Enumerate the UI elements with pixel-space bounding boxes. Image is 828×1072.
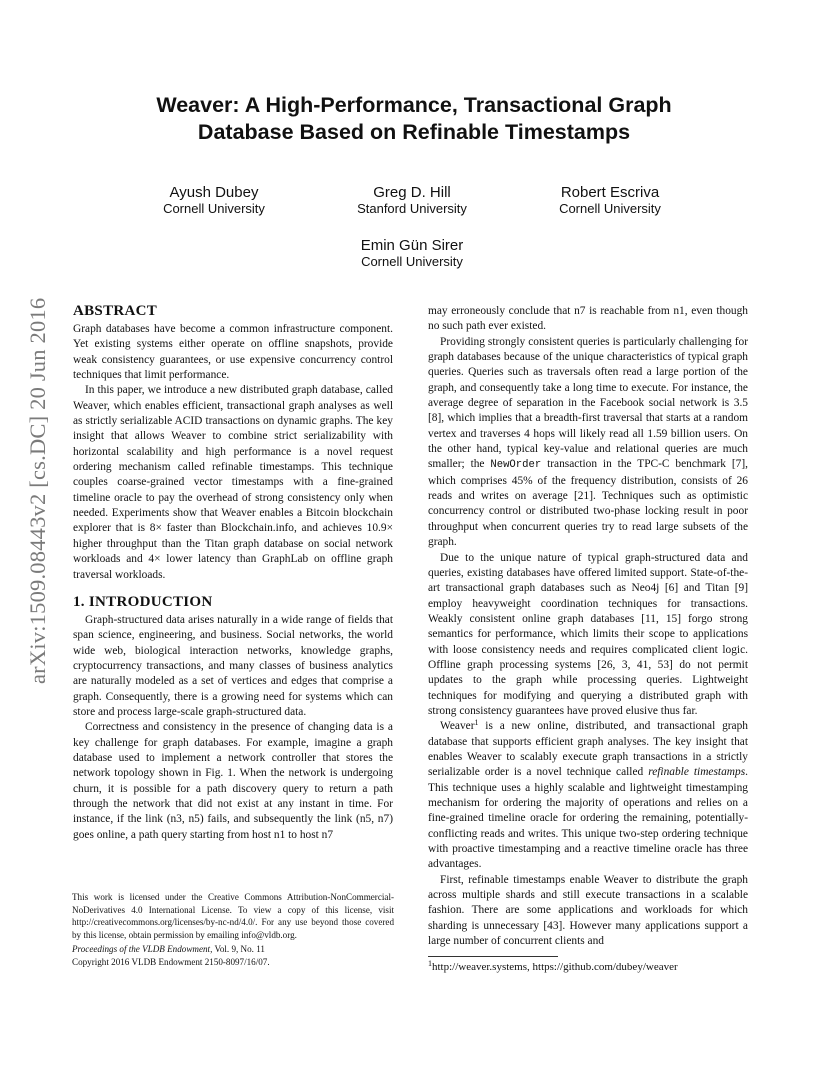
introduction-heading: 1. INTRODUCTION <box>73 593 213 610</box>
abstract-heading: ABSTRACT <box>73 303 158 319</box>
paragraph-text: Weaver <box>440 720 475 733</box>
body-paragraph <box>428 335 748 551</box>
copyright-line: Copyright 2016 VLDB Endowment 2150-8097/16/07. <box>72 956 270 967</box>
intro-paragraph: Graph-structured data arises naturally in a wide range of fields that span science, engineering, and business. Social networks, the world wide web, biological interaction networks, knowledge graphs, cryptocurrency transactions, and many classes of business analytics are naturally modeled as a set of vertices and edges that comprise a graph. Consequently, there is a growing need for systems which can store and process large-scale graph-structured data. <box>73 613 393 718</box>
footnote-number: 1 <box>428 959 432 968</box>
body-paragraph: Due to the unique nature of typical graph-structured data and queries, existing databases have offered limited support. State-of-the-art transactional graph databases such as Neo4j [6] and Titan [9] employ heavyweight coordination techniques for transactions. Weakly consistent online graph databases [11, 15] forgo strong semantics for performance, which limits their scope to applications with loose consistency needs and requires complicated client logic. Offline graph processing systems [26, 3, 41, 53] do not permit updates to the graph while processing queries. Lightweight techniques for modifying and querying a distributed graph with strong consistency guarantees have proved elusive thus far. <box>428 551 748 717</box>
author-name: Greg D. Hill <box>373 184 451 201</box>
inline-code: NewOrder <box>490 459 542 472</box>
proceedings-volume: Vol. 9, No. 11 <box>212 944 265 954</box>
author-affiliation: Cornell University <box>559 201 661 216</box>
author-name: Emin Gün Sirer <box>360 237 464 254</box>
proceedings-line <box>72 943 394 956</box>
license-notice <box>72 891 394 968</box>
paragraph-text: Providing strongly consistent queries is particularly challenging for graph databases because of the unique characteristics of typical graph queries. Queries such as traversals often read a large portion of the graph, and consequently take a long time to execute. For instance, the average degree of separation in the Facebook social network is 3.5 [8], which implies that a breadth-first traversal that starts at a random vertex and traverses 4 hops will likely read all 1.59 billion users. On the other hand, typical key-value and relational queries are much smaller; the <box>428 335 748 471</box>
right-column <box>428 304 748 949</box>
author-name: Ayush Dubey <box>169 184 259 201</box>
intro-paragraph: Correctness and consistency in the presence of changing data is a key challenge for graph databases. For example, imagine a graph database used to implement a network controller that stores the network topology shown in Fig. 1. When the network is undergoing churn, it is possible for a path discovery query to return a path through the network that did not exist at any instant in time. For instance, if the link (n3, n5) fails, and subsequently the link (n5, n7) goes online, a path query starting from host n1 to host n7 <box>73 721 393 841</box>
author-affiliation: Stanford University <box>357 201 467 216</box>
body-paragraph: may erroneously conclude that n7 is reachable from n1, even though no such path ever existed. <box>428 305 748 333</box>
author-block-2 <box>312 184 512 217</box>
paragraph-text: is a new online, distributed, and transactional graph database that supports efficient graph analyses. The key insight that enables Weaver to scalably execute graph transactions in a strictly serializable order is a novel technique called <box>428 720 748 779</box>
paragraph-text: transaction in the TPC-C benchmark [7], which comprises 45% of the frequency distribution, consists of 26 reads and writes on average [21]. Techniques such as optimistic concurrency control or distributed two-phase locking result in poor throughput when concurrent queries try to read large subsets of the graph. <box>428 458 748 549</box>
proceedings-title: Proceedings of the VLDB Endowment, <box>72 944 213 954</box>
emphasis-text: refinable timestamps <box>648 766 746 779</box>
author-block-1 <box>114 184 314 217</box>
footnote <box>428 960 758 974</box>
footnote-text: http://weaver.systems, https://github.com/dubey/weaver <box>432 961 678 973</box>
footnote-divider <box>428 956 558 957</box>
title-line-1: Weaver: A High-Performance, Transactional Graph <box>156 93 672 117</box>
paper-title <box>60 92 768 146</box>
abstract-paragraph: In this paper, we introduce a new distributed graph database, called Weaver, which enables efficient, transactional graph analyses as well as strictly serializable ACID transactions on dynamic graphs. The key insight that allows Weaver to combine strict serializability with horizontal scalability and high performance is a novel request ordering mechanism called refinable timestamps. This technique couples coarse-grained vector timestamps with a fine-grained timeline oracle to pay the overhead of strong consistency only when needed. Experiments show that Weaver enables a Bitcoin blockchain explorer that is 8× faster than Blockchain.info, and achieves 10.9× higher throughput than the Titan graph database on social network workloads and 4× lower latency than GraphLab on offline graph traversal workloads. <box>73 384 393 581</box>
author-block-3 <box>510 184 710 217</box>
author-affiliation: Cornell University <box>163 201 265 216</box>
title-line-2: Database Based on Refinable Timestamps <box>197 120 631 144</box>
abstract-paragraph: Graph databases have become a common infrastructure component. Yet existing systems either operate on offline snapshots, provide weak consistency guarantees, or use expensive concurrency control techniques that limit performance. <box>73 323 393 382</box>
arxiv-identifier: arXiv:1509.08443v2 [cs.DC] 20 Jun 2016 <box>25 297 50 684</box>
author-block-4 <box>312 237 512 270</box>
license-text: This work is licensed under the Creative Commons Attribution-NonCommercial-NoDerivatives 4.0 International License. To view a copy of this license, visit http://creativecommons.org/licenses/by-nc-nd/4.0/. For any use beyond those covered by this license, obtain permission by emailing info@vldb.org. <box>72 892 394 940</box>
paragraph-text: . This technique uses a highly scalable and lightweight timestamping mechanism for ordering the majority of operations and relies on a fine-grained timeline oracle for ordering the remaining, potentially-conflicting reads and writes. This unique two-step ordering technique with proactive timestamping and a reactive timeline oracle has three advantages. <box>428 766 748 871</box>
author-name: Robert Escriva <box>560 184 660 201</box>
body-paragraph: First, refinable timestamps enable Weaver to distribute the graph across multiple shards and still execute transactions in a scalable fashion. There are some applications and workloads for which sharding is unnecessary [43]. However many applications support a large number of concurrent clients and <box>428 873 748 948</box>
body-paragraph <box>428 719 748 872</box>
author-affiliation: Cornell University <box>361 254 463 269</box>
left-column <box>73 302 393 843</box>
footnote-marker: 1 <box>474 718 479 728</box>
